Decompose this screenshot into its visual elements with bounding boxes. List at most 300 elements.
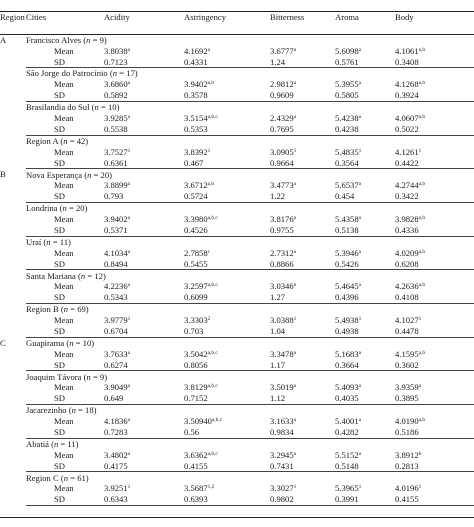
significance-letter: a: [358, 215, 362, 222]
mean-value: 3.9779: [104, 315, 128, 326]
mean-value: 3.5154: [184, 113, 208, 124]
mean-value: 4.1692: [184, 45, 208, 56]
header-aroma: Aroma: [335, 12, 359, 23]
spacer: [26, 382, 54, 393]
group-n-value: 11: [59, 236, 69, 247]
spacer: [0, 281, 26, 292]
significance-letter: a,b: [207, 181, 215, 188]
sd-value: 0.7283: [104, 427, 184, 438]
mean-value: 3.9251: [104, 483, 128, 494]
significance-letter: a: [293, 450, 297, 457]
mean-label: Mean: [54, 315, 74, 326]
significance-letter: a: [358, 80, 362, 87]
sd-value: 0.3602: [395, 360, 474, 371]
group-n-value: 20: [75, 203, 85, 214]
mean-value-cell: [104, 416, 184, 427]
significance-letter: a,b,c: [211, 417, 223, 424]
sd-row: [0, 90, 474, 101]
spacer: [0, 258, 26, 269]
mean-row: [0, 483, 474, 494]
spacer: [26, 258, 54, 269]
sd-label: SD: [54, 461, 104, 472]
sd-row: [0, 124, 474, 135]
group-row: [0, 270, 474, 281]
mean-value: 5.4358: [335, 214, 359, 225]
significance-letter: 1: [127, 484, 131, 491]
group-n-symbol: n: [71, 405, 76, 416]
sd-value: 1.17: [270, 360, 335, 371]
group-name-cell: [26, 304, 474, 315]
mean-value: 2.9812: [270, 79, 294, 90]
mean-value-cell: [335, 483, 395, 494]
group-name: Guapirama: [26, 337, 65, 348]
region-label: [0, 472, 26, 483]
mean-value: 3.5042: [184, 348, 208, 359]
spacer: [0, 79, 26, 90]
sd-value: 0.9834: [270, 427, 335, 438]
spacer: [0, 248, 26, 259]
mean-value-cell: [395, 281, 474, 292]
mean-row: [0, 248, 474, 259]
sd-value: 0.703: [184, 326, 270, 337]
group-name: Uraí: [26, 236, 42, 247]
mean-label: Mean: [54, 416, 74, 427]
mean-value: 3.5687: [184, 483, 208, 494]
spacer: [0, 180, 26, 191]
group-n-symbol: n: [80, 270, 86, 281]
significance-letter: 1: [127, 147, 131, 154]
significance-letter: a: [293, 248, 297, 255]
significance-letter: a: [358, 282, 362, 289]
sd-value: 1.04: [270, 326, 335, 337]
significance-letter: a,b: [418, 282, 426, 289]
mean-value: 5.6537: [335, 180, 359, 191]
header-region: Region: [0, 12, 25, 23]
mean-value: 3.9359: [395, 382, 419, 393]
mean-value-cell: [184, 214, 270, 225]
significance-letter: a: [418, 383, 422, 390]
significance-letter: a,b,c: [207, 282, 218, 289]
spacer: [26, 393, 54, 404]
group-name: Abatiá: [26, 438, 49, 449]
mean-label: Mean: [54, 146, 74, 157]
sd-value: 0.5538: [104, 124, 184, 135]
significance-letter: a: [293, 46, 297, 53]
sd-value: 0.8866: [270, 258, 335, 269]
mean-value-cell: [270, 180, 335, 191]
group-n-symbol: n: [112, 68, 118, 79]
sd-value: 0.5426: [335, 258, 395, 269]
group-n-close: ): [68, 236, 71, 247]
group-n-eq: =: [98, 102, 108, 113]
mean-value: 3.8392: [184, 146, 208, 157]
mean-value: 3.7633: [104, 348, 128, 359]
significance-letter: a: [358, 248, 362, 255]
mean-value: 2.4329: [270, 113, 294, 124]
significance-letter: a: [293, 383, 297, 390]
significance-letter: a: [293, 349, 297, 356]
group-n-close: ): [75, 438, 79, 449]
region-label: [0, 371, 26, 382]
significance-letter: a: [127, 417, 131, 424]
mean-value-cell: [184, 46, 270, 57]
significance-letter: a: [127, 215, 131, 222]
region-label: [0, 236, 26, 247]
mean-value-cell: [395, 147, 474, 158]
sd-row: [0, 191, 474, 202]
spacer: [26, 79, 54, 90]
mean-value: 4.0196: [395, 483, 419, 494]
spacer: [26, 360, 54, 371]
group-row: [0, 371, 474, 382]
mean-row: [0, 180, 474, 191]
table-bottom-rule: [0, 506, 474, 518]
sd-value: 0.9664: [270, 157, 335, 168]
spacer: [26, 214, 54, 225]
significance-letter: 1: [127, 316, 131, 323]
header-row: [0, 11, 474, 22]
mean-value: 3.9285: [104, 113, 128, 124]
mean-value-cell: [184, 79, 270, 90]
group-name: Joaquim Távora: [26, 371, 82, 382]
mean-value-cell: [104, 248, 184, 259]
spacer: [26, 326, 54, 337]
sd-value: 0.4478: [395, 326, 474, 337]
sd-value: 0.5148: [335, 461, 395, 472]
group-row: [0, 102, 474, 113]
group-row: [0, 203, 474, 214]
sd-value: 0.3422: [395, 191, 474, 202]
group-row: [0, 405, 474, 416]
spacer: [26, 46, 54, 57]
mean-value-cell: [395, 450, 474, 461]
sd-label: SD: [54, 326, 104, 337]
mean-label: Mean: [54, 79, 74, 90]
mean-value: 3.4802: [104, 449, 128, 460]
mean-value: 4.1061: [395, 45, 419, 56]
spacer: [0, 124, 26, 135]
group-n-symbol: n: [86, 34, 91, 45]
mean-value: 3.3303: [184, 315, 208, 326]
group-name-cell: [26, 34, 474, 45]
group-name-cell: [26, 371, 474, 382]
group-name-cell: [26, 68, 474, 79]
region-label: [0, 405, 26, 416]
sd-label: SD: [54, 225, 104, 236]
sd-row: [0, 360, 474, 371]
sd-value: 0.5138: [335, 225, 395, 236]
spacer: [0, 157, 26, 168]
spacer: [26, 281, 54, 292]
group-name-cell: [26, 472, 474, 483]
mean-row: [0, 315, 474, 326]
sd-value: 0.56: [184, 427, 270, 438]
mean-value: 3.1633: [270, 416, 294, 427]
mean-value: 5.4835: [335, 146, 359, 157]
significance-letter: a: [127, 450, 131, 457]
significance-letter: a: [127, 383, 131, 390]
region-label: [0, 68, 26, 79]
mean-value: 5.4093: [335, 382, 359, 393]
group-n-open: (: [75, 270, 81, 281]
group-name-cell: [26, 102, 474, 113]
mean-value-cell: [395, 79, 474, 90]
mean-row: [0, 281, 474, 292]
spacer: [26, 416, 54, 427]
sd-value: 0.5371: [104, 225, 184, 236]
sd-value: 1.27: [270, 292, 335, 303]
spacer: [26, 225, 54, 236]
region-label: C: [0, 337, 6, 348]
mean-row: [0, 214, 474, 225]
sd-value: 0.6361: [104, 157, 184, 168]
significance-letter: a,b,c: [207, 349, 218, 356]
group-n-close: ): [91, 337, 95, 348]
sd-value: 0.4175: [104, 461, 184, 472]
mean-value: 4.2236: [104, 281, 128, 292]
mean-value: 3.0905: [270, 146, 294, 157]
sd-label: SD: [54, 292, 104, 303]
spacer: [0, 315, 26, 326]
header-rule: [0, 23, 474, 34]
sd-value: 0.8056: [184, 360, 270, 371]
sd-value: 0.4238: [335, 124, 395, 135]
spacer: [0, 393, 26, 404]
sd-value: 0.4035: [335, 393, 395, 404]
group-n-close: ): [104, 371, 108, 382]
group-n-eq: =: [90, 371, 100, 382]
significance-letter: a,b,c: [207, 114, 218, 121]
sd-row: [0, 494, 474, 505]
group-n-eq: =: [50, 236, 60, 247]
mean-label: Mean: [54, 113, 74, 124]
group-n-close: ): [85, 135, 89, 146]
group-n-symbol: n: [53, 438, 59, 449]
significance-letter: 1: [207, 147, 211, 154]
mean-value-cell: [270, 79, 335, 90]
significance-letter: a: [293, 215, 297, 222]
mean-row: [0, 416, 474, 427]
mean-value-cell: [270, 147, 335, 158]
mean-value: 4.1595: [395, 348, 419, 359]
group-n-open: (: [58, 135, 64, 146]
group-n-value: 61: [77, 472, 86, 483]
sd-value: 0.3578: [184, 90, 270, 101]
mean-value-cell: [395, 483, 474, 494]
spacer: [0, 46, 26, 57]
mean-value-cell: [335, 349, 395, 360]
group-row: [0, 472, 474, 483]
sd-value: 0.6393: [184, 494, 270, 505]
mean-value: 4.2636: [395, 281, 419, 292]
group-n-symbol: n: [62, 203, 67, 214]
significance-letter: a: [293, 181, 297, 188]
spacer: [0, 483, 26, 494]
mean-value-cell: [104, 483, 184, 494]
group-n-eq: =: [67, 135, 77, 146]
significance-letter: 1: [293, 316, 297, 323]
sd-value: 0.5455: [184, 258, 270, 269]
group-n-close: ): [93, 405, 97, 416]
mean-label: Mean: [54, 247, 74, 258]
mean-row: [0, 147, 474, 158]
significance-letter: a: [127, 282, 131, 289]
spacer: [26, 494, 54, 505]
group-n-value: 18: [85, 405, 94, 416]
group-name-cell: [26, 169, 474, 180]
sd-row: [0, 326, 474, 337]
mean-value: 3.9049: [104, 382, 128, 393]
group-n-open: (: [66, 405, 72, 416]
group-row: [0, 236, 474, 247]
sd-value: 0.4422: [395, 157, 474, 168]
mean-value-cell: [335, 450, 395, 461]
sd-value: 0.5022: [395, 124, 474, 135]
group-name-cell: [26, 438, 474, 449]
spacer: [0, 360, 26, 371]
spacer: [0, 326, 26, 337]
sd-value: 0.5761: [335, 56, 395, 67]
sd-value: 0.5805: [335, 90, 395, 101]
significance-letter: 1: [358, 484, 362, 491]
group-name-cell: [26, 337, 474, 348]
spacer: [26, 157, 54, 168]
region-label: B: [0, 169, 6, 180]
significance-letter: a: [358, 46, 362, 53]
sd-value: 1.24: [270, 56, 335, 67]
sd-value: 0.5353: [184, 124, 270, 135]
mean-value: 5.1683: [335, 348, 359, 359]
sd-value: 0.649: [104, 393, 184, 404]
sd-row: [0, 461, 474, 472]
sd-value: 0.4108: [395, 292, 474, 303]
spacer: [0, 416, 26, 427]
spacer: [0, 461, 26, 472]
group-name: Brasilandia do Sul: [26, 102, 90, 113]
spacer: [26, 483, 54, 494]
mean-label: Mean: [54, 382, 74, 393]
mean-value-cell: [270, 450, 335, 461]
region-label: [0, 304, 26, 315]
group-n-value: 10: [107, 102, 117, 113]
group-n-open: (: [41, 236, 47, 247]
spacer: [26, 427, 54, 438]
sd-label: SD: [54, 258, 104, 269]
mean-value-cell: [104, 113, 184, 124]
group-n-symbol: n: [87, 169, 92, 180]
sd-value: 0.6208: [395, 258, 474, 269]
sd-value: 0.3895: [395, 393, 474, 404]
mean-value: 4.1261: [395, 146, 419, 157]
sd-value: 0.6343: [104, 494, 184, 505]
mean-value-cell: [270, 416, 335, 427]
group-n-close: ): [134, 68, 138, 79]
mean-value: 3.9828: [395, 214, 419, 225]
mean-value-cell: [184, 180, 270, 191]
significance-letter: 2: [207, 316, 211, 323]
mean-value: 3.8899: [104, 180, 128, 191]
mean-value-cell: [395, 416, 474, 427]
mean-value: 3.2597: [184, 281, 208, 292]
group-n-value: 9: [99, 34, 104, 45]
mean-value: 2.7858: [184, 247, 208, 258]
sd-label: SD: [54, 427, 104, 438]
group-n-symbol: n: [63, 304, 69, 315]
group-n-open: (: [107, 68, 113, 79]
sd-value: 0.9802: [270, 494, 335, 505]
mean-label: Mean: [54, 45, 74, 56]
spacer: [26, 56, 54, 67]
sd-value: 0.5892: [104, 90, 184, 101]
significance-letter: a,b: [418, 114, 426, 121]
sd-value: 0.7123: [104, 56, 184, 67]
group-n-eq: =: [66, 203, 76, 214]
group-n-open: (: [58, 472, 64, 483]
mean-value-cell: [184, 315, 270, 326]
spacer: [0, 450, 26, 461]
mean-value-cell: [104, 382, 184, 393]
sd-row: [0, 258, 474, 269]
sd-value: 0.3991: [335, 494, 395, 505]
sd-label: SD: [54, 124, 104, 135]
group-n-close: ): [116, 102, 120, 113]
header-body: Body: [395, 12, 414, 23]
mean-value-cell: [104, 79, 184, 90]
sd-value: 0.2813: [395, 461, 474, 472]
mean-value: 3.6777: [270, 45, 294, 56]
mean-value-cell: [270, 349, 335, 360]
significance-letter: a,b,c: [207, 383, 218, 390]
sd-value: 1.22: [270, 191, 335, 202]
group-n-value: 12: [94, 270, 103, 281]
group-row: [0, 135, 474, 146]
group-n-eq: =: [85, 270, 95, 281]
sd-value: 0.4282: [335, 427, 395, 438]
significance-letter: a,b: [418, 181, 426, 188]
spacer: [26, 450, 54, 461]
mean-value-cell: [335, 147, 395, 158]
spacer: [26, 248, 54, 259]
mean-label: Mean: [54, 483, 74, 494]
table-top-rule: [0, 0, 474, 11]
group-n-value: 17: [126, 68, 135, 79]
significance-letter: a: [358, 450, 362, 457]
group-name-cell: [26, 236, 474, 247]
group-n-eq: =: [68, 472, 78, 483]
mean-value-cell: [184, 281, 270, 292]
sd-label: SD: [54, 494, 104, 505]
significance-letter: a: [358, 349, 362, 356]
significance-letter: a,b: [418, 46, 426, 53]
sd-label: SD: [54, 191, 104, 202]
mean-value-cell: [104, 147, 184, 158]
mean-value: 4.0607: [395, 113, 419, 124]
significance-letter: a: [293, 80, 297, 87]
mean-value: 4.0209: [395, 247, 419, 258]
group-n-open: (: [89, 102, 95, 113]
sd-value: 0.9609: [270, 90, 335, 101]
sd-value: 0.6704: [104, 326, 184, 337]
group-n-eq: =: [75, 405, 86, 416]
mean-value-cell: [184, 248, 270, 259]
mean-value: 3.8912: [395, 449, 419, 460]
group-n-close: ): [103, 34, 107, 45]
mean-value: 3.9402: [184, 79, 208, 90]
mean-value: 4.1034: [104, 247, 128, 258]
group-name: Region C: [26, 472, 59, 483]
header-bitterness: Bitterness: [270, 12, 305, 23]
region-label: [0, 270, 26, 281]
